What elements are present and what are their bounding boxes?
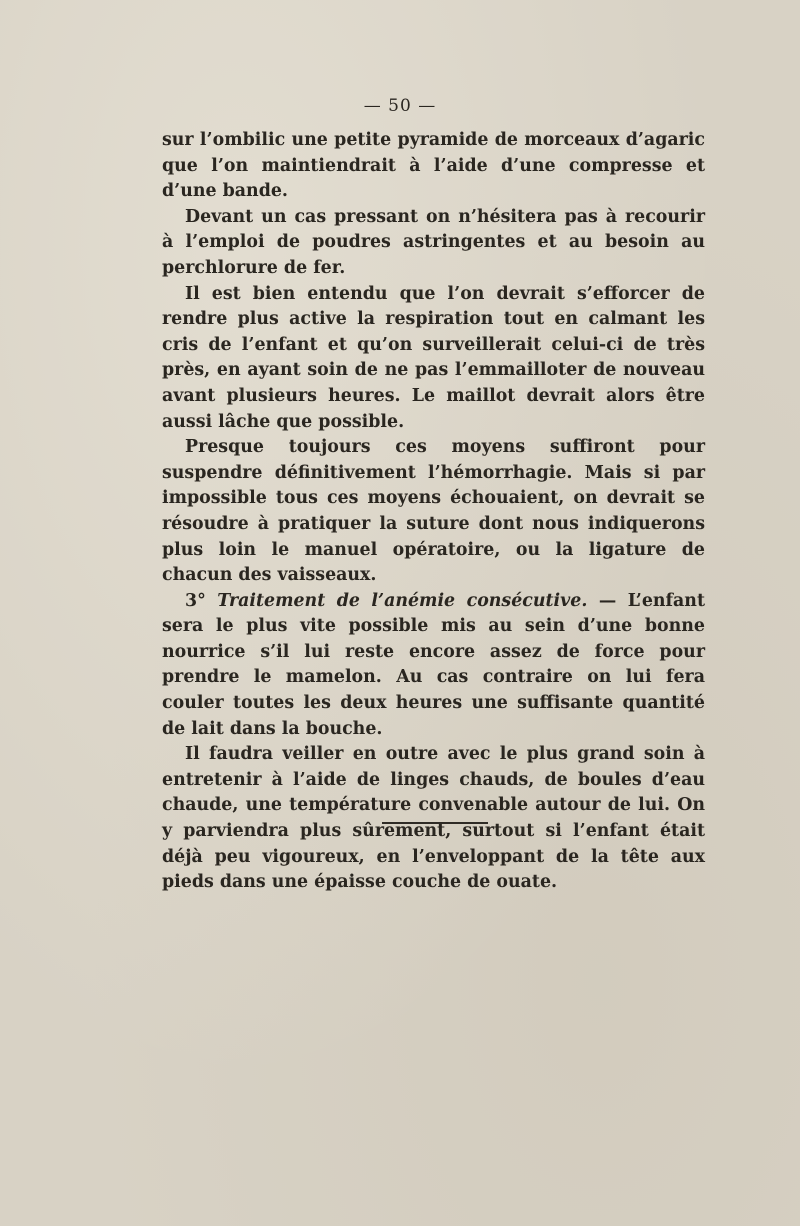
paragraph-1: sur l’ombilic une petite pyramide de morceaux d’agaric que l’on maintiendrait à l’aide d’une compresse et d’une bande. <box>162 130 705 202</box>
end-rule <box>382 822 488 824</box>
paragraph-4: Presque toujours ces moyens suffiront pour suspendre définitivement l’hémorrhagie. Mais si par impossible tous ces moyens échouaient, on devrait se résoudre à pratiquer la suture dont nous indiquerons plus loin le manuel opératoire, ou la ligature de chacun des vaisseaux. <box>162 437 705 586</box>
section-number: 3° <box>185 590 206 611</box>
paragraph-5 <box>162 589 705 743</box>
body-text <box>162 128 705 896</box>
paragraph-2: Devant un cas pressant on n’hésitera pas à recourir à l’emploi de poudres astringentes et au besoin au perchlorure de fer. <box>162 206 705 278</box>
page-number: — 50 — <box>363 96 437 116</box>
paragraph-6: Il faudra veiller en outre avec le plus grand soin à entretenir à l’aide de linges chauds, de boules d’eau chaude, une température convenable autour de lui. On y parviendra plus sûrement, surtout si l’enfant était déjà peu vigoureux, en l’enveloppant de la tête aux pieds dans une épaisse couche de ouate. <box>162 744 705 893</box>
section-heading: Traitement de l’anémie consécutive. <box>217 590 588 611</box>
paragraph-5-text: — L’enfant sera le plus vite possible mis au sein d’une bonne nourrice s’il lui reste encore assez de force pour prendre le mamelon. Au cas contraire on lui fera couler toutes les deux heures une suffisante quantité de lait dans la bouche. <box>162 590 705 739</box>
paragraph-3: Il est bien entendu que l’on devrait s’efforcer de rendre plus active la respiration tout en calmant les cris de l’enfant et qu’on surveillerait celui-ci de très près, en ayant soin de ne pas l’emmailloter de nouveau avant plusieurs heures. Le maillot devrait alors être aussi lâche que possible. <box>162 283 705 432</box>
